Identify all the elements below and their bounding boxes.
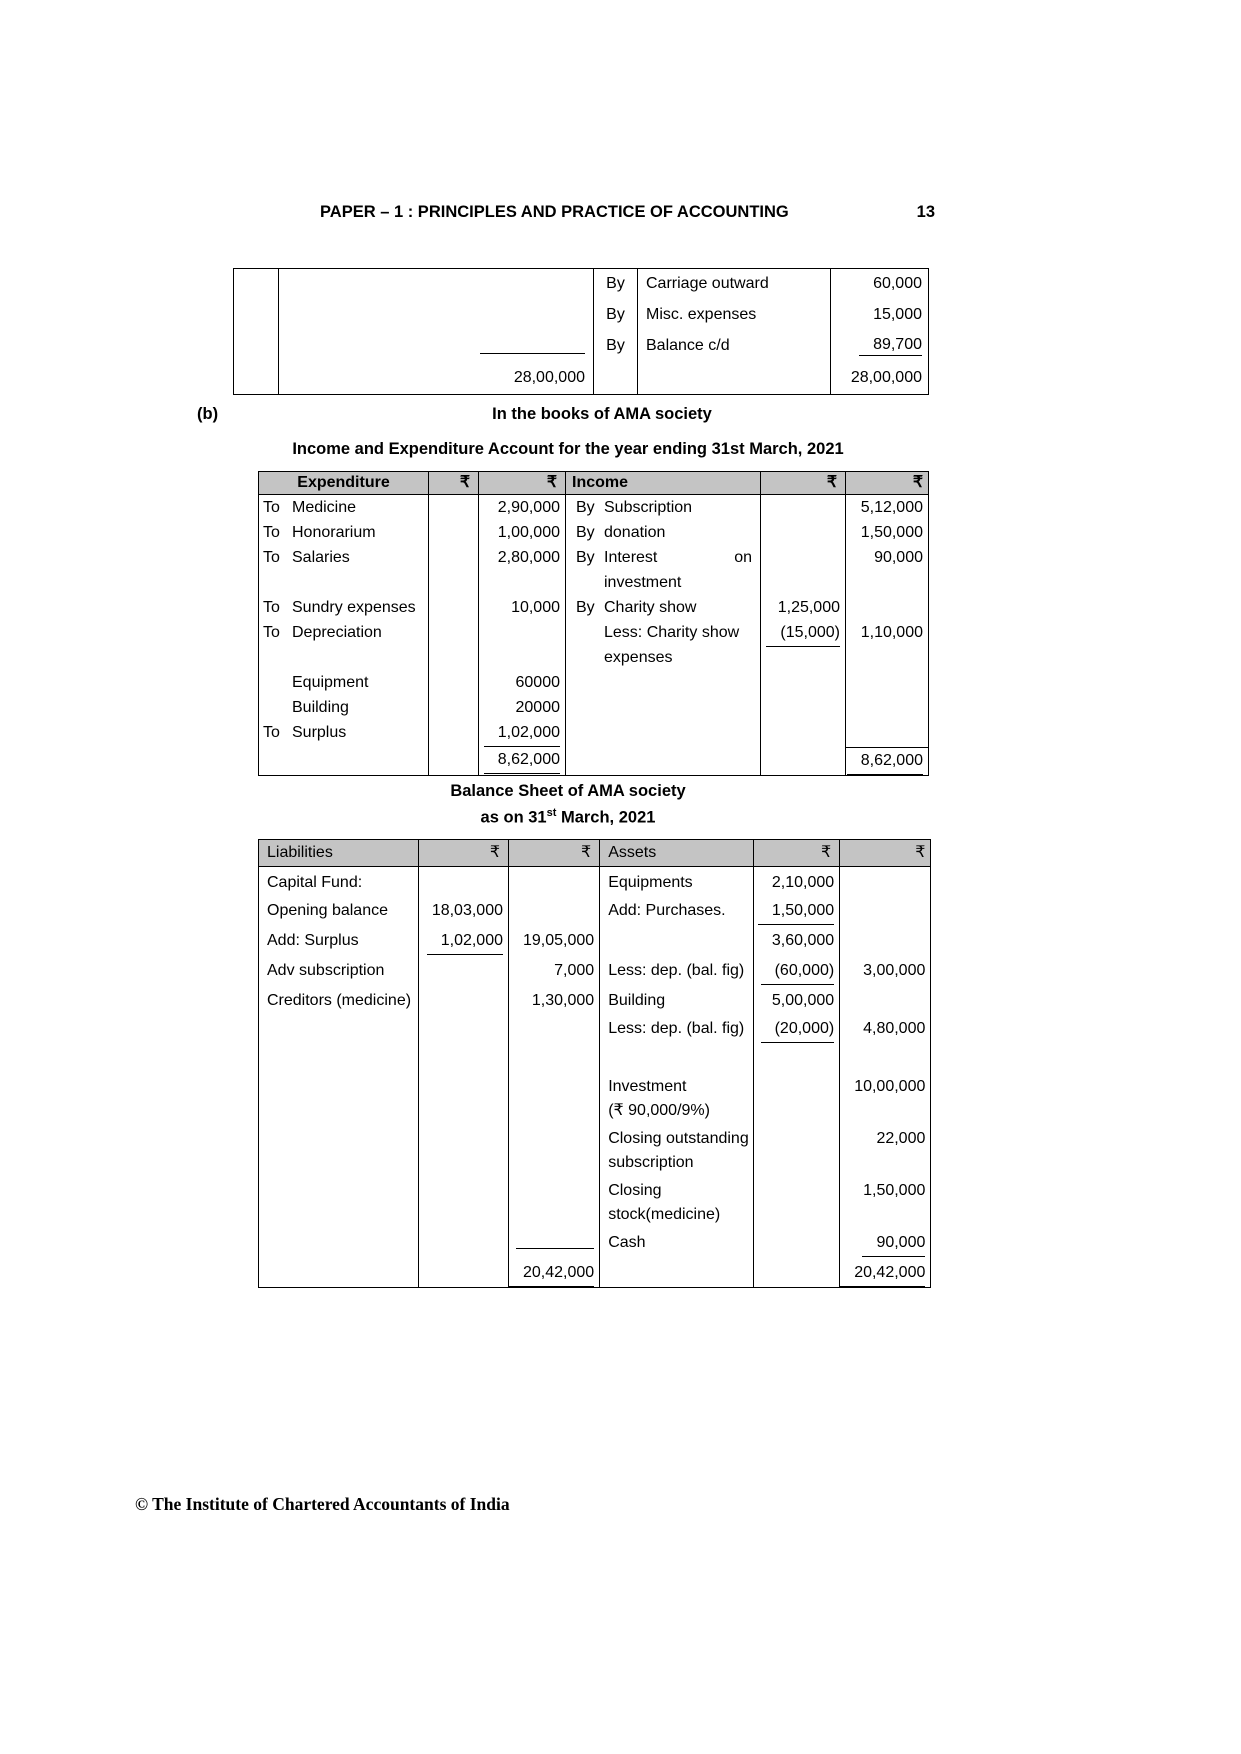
asset-amount-1	[754, 895, 840, 925]
by-prefix: By	[576, 499, 595, 516]
rupee-header: ₹	[479, 472, 566, 495]
section-label: (b)	[197, 405, 219, 423]
rupee-header: ₹	[846, 472, 929, 495]
asset-amount-1	[754, 955, 840, 985]
asset-item: Investment (₹ 90,000/9%)	[600, 1071, 754, 1123]
liability-item: Adv subscription	[267, 962, 385, 979]
underlined-amount: (15,000)	[766, 620, 840, 647]
right-total: 28,00,000	[831, 362, 929, 395]
asset-amount-2: 1,50,000	[840, 1175, 931, 1227]
running-head	[320, 203, 935, 222]
asset-item: Less: dep. (bal. fig)	[600, 1013, 754, 1043]
amount-cell	[831, 331, 929, 362]
asset-amount-2: 22,000	[840, 1123, 931, 1175]
income-item: Charity show	[604, 599, 697, 616]
ie-row	[259, 520, 929, 545]
to-prefix: To	[263, 724, 280, 741]
amount-cell: 15,000	[831, 300, 929, 331]
bs-row	[259, 895, 931, 925]
total-row	[234, 362, 929, 395]
ie-total-row	[259, 747, 929, 775]
income-expenditure-table	[258, 471, 929, 776]
bs-title: Balance Sheet of AMA society	[450, 782, 686, 800]
expenditure-item: Equipment	[292, 674, 369, 691]
bs-header-row	[259, 840, 931, 867]
underlined-amount: 1,02,000	[427, 929, 503, 955]
ie-row	[259, 670, 929, 695]
liability-amount-2: 7,000	[509, 955, 600, 985]
rupee-header: ₹	[761, 472, 846, 495]
carried-forward-table	[233, 268, 929, 395]
to-prefix: To	[263, 624, 280, 641]
expenditure-header: Expenditure	[259, 472, 429, 495]
inc-amount-2: 5,12,000	[846, 495, 929, 521]
exp-amount-2: 10,000	[479, 595, 566, 620]
underlined-amount: 1,02,000	[484, 720, 560, 747]
exp-amount-2: 1,00,000	[479, 520, 566, 545]
to-prefix: To	[263, 524, 280, 541]
amount-cell: 60,000	[831, 269, 929, 300]
table-row	[234, 331, 929, 362]
bs-row	[259, 985, 931, 1013]
income-item: donation	[604, 524, 666, 541]
particulars-cell: Carriage outward	[638, 269, 831, 300]
asset-amount-1	[754, 1013, 840, 1043]
underlined-amount: (60,000)	[761, 959, 835, 985]
asset-item: Add: Purchases.	[600, 895, 754, 925]
empty-cell	[234, 300, 279, 331]
underlined-amount: (20,000)	[761, 1017, 835, 1043]
blank-total-rule	[480, 334, 585, 354]
bs-row	[259, 867, 931, 896]
by-prefix: By	[594, 300, 638, 331]
ie-row	[259, 495, 929, 521]
particulars-cell: Misc. expenses	[638, 300, 831, 331]
asset-item: Cash	[600, 1227, 754, 1257]
asset-amount-2: 4,80,000	[840, 1013, 931, 1043]
liabilities-total: 20,42,000	[509, 1257, 600, 1288]
assets-total: 20,42,000	[840, 1257, 931, 1288]
asset-item: Building	[600, 985, 754, 1013]
expenditure-item: Honorarium	[292, 524, 376, 541]
exp-amount-2: 20000	[479, 695, 566, 720]
spacer-row	[259, 1043, 931, 1071]
blank-underline-cell	[279, 331, 594, 362]
underlined-amount: 1,50,000	[758, 899, 834, 925]
income-header: Income	[566, 472, 761, 495]
inc-amount-2: 1,10,000	[846, 620, 929, 670]
bs-row	[259, 1013, 931, 1043]
empty-cell	[279, 269, 594, 300]
rupee-header: ₹	[429, 472, 479, 495]
asset-item: Closing outstanding subscription	[600, 1123, 754, 1175]
asset-amount-1: 5,00,000	[754, 985, 840, 1013]
rupee-header: ₹	[840, 840, 931, 867]
rupee-header: ₹	[509, 840, 600, 867]
by-prefix: By	[576, 549, 595, 566]
income-item: Interest on investment	[604, 549, 752, 591]
asset-amount-1: 3,60,000	[754, 925, 840, 955]
empty-cell	[638, 362, 831, 395]
asset-amount-2: 10,00,000	[840, 1071, 931, 1123]
inc-amount-1: 1,25,000	[761, 595, 846, 620]
footer-copyright: © The Institute of Chartered Accountants of India	[135, 1494, 510, 1514]
assets-header: Assets	[600, 840, 754, 867]
inc-amount-1	[761, 495, 846, 521]
liability-item: Capital Fund:	[267, 874, 363, 891]
balance-sheet-table	[258, 839, 931, 1288]
table-row	[234, 300, 929, 331]
bs-date-line: as on 31st March, 2021	[480, 807, 656, 827]
expenditure-item: Building	[292, 699, 349, 716]
particulars-cell: Balance c/d	[638, 331, 831, 362]
bs-row	[259, 1227, 931, 1257]
empty-cell	[594, 362, 638, 395]
by-prefix: By	[576, 599, 595, 616]
underlined-amount: 89,700	[859, 336, 922, 356]
liability-item: Add: Surplus	[267, 932, 359, 949]
by-prefix: By	[594, 331, 638, 362]
liabilities-header: Liabilities	[259, 840, 419, 867]
rupee-header: ₹	[754, 840, 840, 867]
expenditure-item: Medicine	[292, 499, 357, 516]
liability-amount-1: 18,03,000	[419, 895, 509, 925]
inc-amount-1	[761, 620, 846, 670]
blank-total-rule	[516, 1231, 594, 1249]
bs-row	[259, 1071, 931, 1123]
bs-row	[259, 955, 931, 985]
to-prefix: To	[263, 549, 280, 566]
underlined-amount: 90,000	[862, 1231, 925, 1257]
asset-amount-2	[840, 1227, 931, 1257]
expenditure-item: Salaries	[292, 549, 350, 566]
ie-account-title: Income and Expenditure Account for the year ending 31st March, 2021	[292, 440, 844, 458]
blank-underline-cell	[509, 1227, 600, 1257]
bs-total-row	[259, 1257, 931, 1288]
page-number: 13	[916, 203, 935, 221]
asset-item: Equipments	[600, 867, 754, 896]
ie-row	[259, 695, 929, 720]
income-total: 8,62,000	[846, 747, 929, 775]
exp-amount-2	[479, 720, 566, 747]
liability-amount-2: 19,05,000	[509, 925, 600, 955]
asset-item: Closing stock(medicine)	[600, 1175, 754, 1227]
liability-amount-2: 1,30,000	[509, 985, 600, 1013]
exp-amount-2: 2,80,000	[479, 545, 566, 595]
to-prefix: To	[263, 499, 280, 516]
empty-cell	[234, 269, 279, 300]
ie-header-row	[259, 472, 929, 495]
by-prefix: By	[576, 524, 595, 541]
liability-item: Creditors (medicine)	[267, 992, 412, 1009]
empty-cell	[279, 300, 594, 331]
exp-amount-1	[429, 495, 479, 521]
bs-row	[259, 1123, 931, 1175]
to-prefix: To	[263, 599, 280, 616]
liability-amount-1	[419, 925, 509, 955]
asset-amount-2: 3,00,000	[840, 955, 931, 985]
table-row	[234, 269, 929, 300]
exp-amount-2: 2,90,000	[479, 495, 566, 521]
expenditure-item: Depreciation	[292, 624, 382, 641]
bs-row	[259, 925, 931, 955]
page-title: PAPER – 1 : PRINCIPLES AND PRACTICE OF ACCOUNTING	[320, 203, 789, 221]
ie-row	[259, 545, 929, 595]
empty-cell	[234, 362, 279, 395]
by-prefix: By	[594, 269, 638, 300]
bs-row	[259, 1175, 931, 1227]
income-item: Subscription	[604, 499, 693, 516]
expenditure-item: Sundry expenses	[292, 599, 416, 616]
left-total: 28,00,000	[279, 362, 594, 395]
income-item: Less: Charity show expenses	[604, 624, 740, 666]
liability-item: Opening balance	[267, 902, 388, 919]
ie-row	[259, 595, 929, 620]
expenditure-total: 8,62,000	[479, 747, 566, 775]
book-heading: In the books of AMA society	[492, 405, 712, 423]
asset-amount-1: 2,10,000	[754, 867, 840, 896]
rupee-header: ₹	[419, 840, 509, 867]
ie-row	[259, 620, 929, 670]
ie-row	[259, 720, 929, 747]
asset-item: Less: dep. (bal. fig)	[600, 955, 754, 985]
expenditure-item: Surplus	[292, 724, 347, 741]
inc-amount-2: 90,000	[846, 545, 929, 595]
inc-amount-2: 1,50,000	[846, 520, 929, 545]
exp-amount-2: 60000	[479, 670, 566, 695]
empty-cell	[234, 331, 279, 362]
